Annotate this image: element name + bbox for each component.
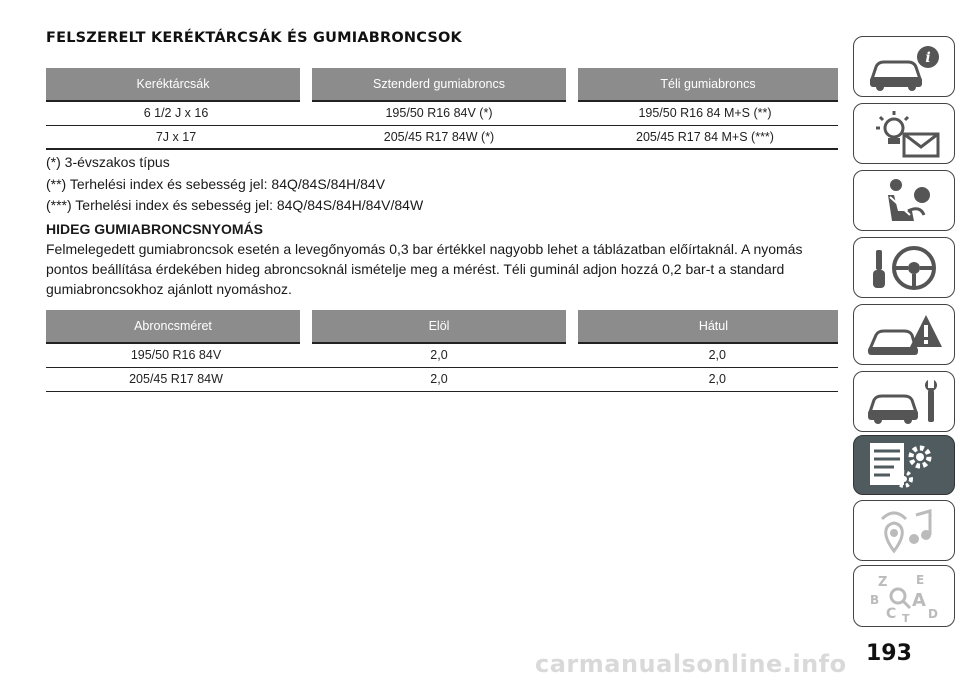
section-body: Felmelegedett gumiabroncsok esetén a levegőnyomás 0,3 bar értékkel nagyobb lehet a táblázatban előírtaknál. A nyomás pontos beállítása érdekében hideg abroncsoknál ismételje meg a mérést. Téli guminál adjon hozzá 0,2 bar-t a standard gumiabroncsokhoz ajánlott nyomáshoz. — [46, 241, 803, 297]
car-service-icon — [864, 376, 944, 428]
table-cell: 205/45 R17 84 M+S (***) — [572, 125, 838, 149]
tab-seat-airbag[interactable] — [853, 170, 955, 231]
tab-car-info[interactable] — [853, 36, 955, 97]
table-row — [46, 343, 838, 367]
tab-alphabetical-index[interactable] — [853, 565, 955, 627]
svg-text:C: C — [886, 606, 897, 622]
footnote: (**) Terhelési index és sebesség jel: 84Q/84S/84H/84V — [46, 175, 386, 192]
steering-key-icon — [864, 242, 944, 294]
table-row — [46, 101, 838, 125]
cold-pressure-section — [46, 219, 806, 299]
tab-steering-key[interactable] — [853, 237, 955, 298]
footnote: (***) Terhelési index és sebesség jel: 84Q/84S/84H/84V/84W — [46, 197, 424, 213]
tab-car-breakdown[interactable] — [853, 304, 955, 365]
seat-airbag-icon — [864, 175, 944, 227]
wheel-tire-table — [46, 68, 838, 150]
table-cell: 2,0 — [572, 343, 838, 367]
column-header: Keréktárcsák — [46, 68, 306, 101]
table-cell: 205/45 R17 84W — [46, 367, 306, 391]
table-cell: 2,0 — [306, 367, 572, 391]
table-cell: 2,0 — [572, 367, 838, 391]
svg-text:Z: Z — [878, 575, 888, 590]
table-cell: 195/50 R16 84 M+S (**) — [572, 101, 838, 125]
table-cell: 7J x 17 — [46, 125, 306, 149]
watermark: carmanualsonline.info — [535, 650, 847, 678]
warning-lights-icon — [864, 108, 944, 160]
svg-text:B: B — [870, 593, 880, 607]
footnote: (*) 3-évszakos típus — [46, 154, 170, 170]
tire-pressure-table — [46, 310, 838, 392]
column-header: Sztenderd gumiabroncs — [306, 68, 572, 101]
table-cell: 195/50 R16 84V — [46, 343, 306, 367]
table-cell: 205/45 R17 84W (*) — [306, 125, 572, 149]
car-breakdown-icon — [864, 309, 944, 361]
table-header-row — [46, 310, 838, 343]
table-row — [46, 125, 838, 149]
column-header: Abroncsméret — [46, 310, 306, 343]
svg-text:T: T — [902, 612, 910, 622]
section-heading: HIDEG GUMIABRONCSNYOMÁS — [46, 221, 264, 237]
tab-multimedia[interactable] — [853, 500, 955, 561]
multimedia-icon — [864, 505, 944, 557]
footnotes — [46, 152, 806, 217]
table-cell: 2,0 — [306, 343, 572, 367]
table-header-row — [46, 68, 838, 101]
column-header: Elöl — [306, 310, 572, 343]
tab-car-service[interactable] — [853, 371, 955, 432]
column-header: Hátul — [572, 310, 838, 343]
car-info-icon — [864, 41, 944, 93]
svg-text:E: E — [916, 573, 925, 587]
table-row — [46, 367, 838, 391]
technical-data-icon — [864, 439, 944, 491]
tab-technical-data[interactable] — [853, 435, 955, 495]
table-cell: 195/50 R16 84V (*) — [306, 101, 572, 125]
svg-text:A: A — [912, 590, 926, 611]
svg-text:D: D — [928, 607, 938, 621]
tab-warning-lights[interactable] — [853, 103, 955, 164]
svg-text:i: i — [925, 49, 931, 66]
column-header: Téli gumiabroncs — [572, 68, 838, 101]
page-title: FELSZERELT KERÉKTÁRCSÁK ÉS GUMIABRONCSOK — [46, 30, 462, 46]
page-number: 193 — [866, 641, 912, 666]
alphabetical-index-icon — [864, 570, 944, 622]
table-cell: 6 1/2 J x 16 — [46, 101, 306, 125]
